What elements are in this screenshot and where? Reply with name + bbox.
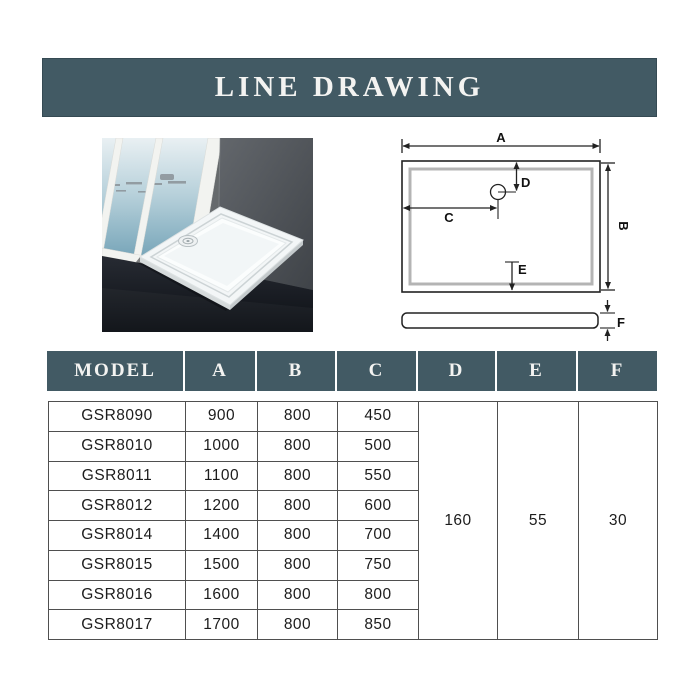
dim-a-cell: 1700 (186, 610, 258, 640)
dim-a-cell: 1100 (186, 461, 258, 491)
dim-b-cell: 800 (258, 461, 338, 491)
dim-b-cell: 800 (258, 580, 338, 610)
model-cell: GSR8016 (49, 580, 186, 610)
dimension-label-b: B (616, 221, 631, 231)
dimension-label-e: E (518, 262, 527, 277)
model-cell: GSR8014 (49, 521, 186, 551)
table-row (49, 402, 658, 432)
header-cell-model: MODEL (47, 351, 183, 391)
product-photo (102, 138, 313, 332)
header-cell-d: D (418, 351, 495, 391)
dim-e-shared-cell: 55 (498, 402, 579, 640)
title-banner (42, 58, 657, 117)
dim-c-cell: 850 (338, 610, 419, 640)
header-cell-e: E (497, 351, 576, 391)
dim-f-shared-cell: 30 (579, 402, 658, 640)
dimension-label-f: F (617, 315, 625, 330)
dim-b-cell: 800 (258, 431, 338, 461)
line-drawing (390, 130, 660, 345)
dim-a-cell: 1200 (186, 491, 258, 521)
dim-a-cell: 1000 (186, 431, 258, 461)
dim-c-cell: 750 (338, 550, 419, 580)
dim-b-cell: 800 (258, 550, 338, 580)
model-cell: GSR8017 (49, 610, 186, 640)
page-title: LINE DRAWING (214, 71, 485, 103)
dim-c-cell: 700 (338, 521, 419, 551)
header-cell-f: F (578, 351, 657, 391)
dim-b-cell: 800 (258, 402, 338, 432)
top-view (402, 139, 615, 292)
spec-table-header (47, 351, 657, 391)
dim-a-cell: 1400 (186, 521, 258, 551)
dim-a-cell: 1600 (186, 580, 258, 610)
dim-c-cell: 600 (338, 491, 419, 521)
model-cell: GSR8015 (49, 550, 186, 580)
dim-a-cell: 1500 (186, 550, 258, 580)
model-cell: GSR8090 (49, 402, 186, 432)
model-cell: GSR8011 (49, 461, 186, 491)
drain-icon (179, 236, 198, 247)
side-view (402, 300, 615, 341)
dim-c-cell: 800 (338, 580, 419, 610)
dim-b-cell: 800 (258, 610, 338, 640)
dim-b-cell: 800 (258, 491, 338, 521)
dimension-label-c: C (444, 210, 454, 225)
dimension-label-a: A (496, 130, 506, 145)
dimension-label-d: D (521, 175, 531, 190)
model-cell: GSR8012 (49, 491, 186, 521)
dim-c-cell: 550 (338, 461, 419, 491)
dim-c-cell: 500 (338, 431, 419, 461)
dim-c-cell: 450 (338, 402, 419, 432)
header-cell-b: B (257, 351, 335, 391)
spec-table-wrap (48, 401, 657, 640)
dim-a-cell: 900 (186, 402, 258, 432)
dim-b-cell: 800 (258, 521, 338, 551)
model-cell: GSR8010 (49, 431, 186, 461)
dim-d-shared-cell: 160 (419, 402, 498, 640)
header-cell-c: C (337, 351, 416, 391)
spec-table (48, 401, 658, 640)
header-cell-a: A (185, 351, 255, 391)
